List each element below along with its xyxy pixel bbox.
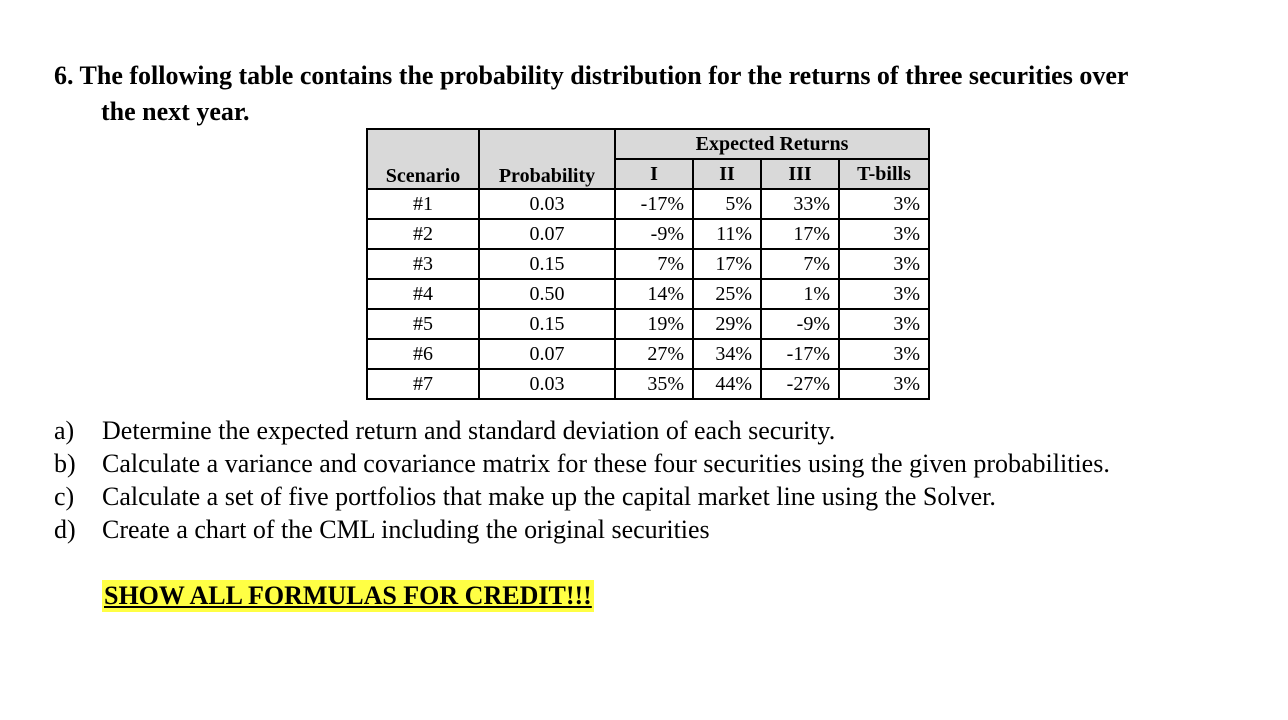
cell-probability: 0.15: [479, 249, 615, 279]
cell-return-ii: 17%: [693, 249, 761, 279]
cell-return-i: 14%: [615, 279, 693, 309]
task-label: d): [54, 515, 76, 544]
task-text: Calculate a variance and covariance matrix for these four securities using the given probabilities.: [102, 449, 1110, 478]
table-row: [367, 189, 929, 219]
list-item: [54, 513, 1110, 546]
cell-return-t-bills: 3%: [839, 339, 929, 369]
cell-scenario: #2: [367, 219, 479, 249]
list-item: [54, 480, 1110, 513]
task-label: c): [54, 482, 75, 511]
cell-return-i: -9%: [615, 219, 693, 249]
cell-return-iii: 33%: [761, 189, 839, 219]
task-label: a): [54, 416, 75, 445]
table-row: [367, 339, 929, 369]
question-heading-line-2: the next year.: [101, 97, 250, 126]
cell-return-ii: 5%: [693, 189, 761, 219]
cell-return-iii: 1%: [761, 279, 839, 309]
cell-return-iii: -17%: [761, 339, 839, 369]
task-list: [54, 414, 1110, 546]
cell-scenario: #6: [367, 339, 479, 369]
question-heading: [54, 58, 1254, 130]
question-heading-line-1: 6. The following table contains the probability distribution for the returns of three securities over: [54, 61, 1129, 90]
cell-return-t-bills: 3%: [839, 189, 929, 219]
task-label: b): [54, 449, 76, 478]
cell-return-ii: 29%: [693, 309, 761, 339]
cell-return-iii: -27%: [761, 369, 839, 399]
cell-return-iii: -9%: [761, 309, 839, 339]
task-text: Determine the expected return and standard deviation of each security.: [102, 416, 836, 445]
table-row: [367, 249, 929, 279]
cell-return-i: 19%: [615, 309, 693, 339]
cell-probability: 0.03: [479, 369, 615, 399]
cell-scenario: #3: [367, 249, 479, 279]
cell-return-t-bills: 3%: [839, 309, 929, 339]
table-row: [367, 219, 929, 249]
table-row: [367, 279, 929, 309]
table-row: [367, 309, 929, 339]
list-item: [54, 447, 1110, 480]
cell-return-iii: 7%: [761, 249, 839, 279]
header-scenario: Scenario: [367, 129, 479, 189]
cell-return-ii: 34%: [693, 339, 761, 369]
cell-probability: 0.03: [479, 189, 615, 219]
cell-return-t-bills: 3%: [839, 279, 929, 309]
cell-probability: 0.15: [479, 309, 615, 339]
cell-return-iii: 17%: [761, 219, 839, 249]
cell-probability: 0.07: [479, 339, 615, 369]
cell-return-i: 27%: [615, 339, 693, 369]
cell-scenario: #4: [367, 279, 479, 309]
header-security-ii: II: [693, 159, 761, 189]
header-security-iii: III: [761, 159, 839, 189]
task-text: Create a chart of the CML including the original securities: [102, 515, 710, 544]
header-expected-returns: Expected Returns: [615, 129, 929, 159]
task-text: Calculate a set of five portfolios that make up the capital market line using the Solver.: [102, 482, 996, 511]
cell-return-i: -17%: [615, 189, 693, 219]
cell-scenario: #7: [367, 369, 479, 399]
cell-probability: 0.50: [479, 279, 615, 309]
cell-return-ii: 11%: [693, 219, 761, 249]
cell-return-ii: 25%: [693, 279, 761, 309]
header-probability: Probability: [479, 129, 615, 189]
cell-scenario: #5: [367, 309, 479, 339]
list-item: [54, 414, 1110, 447]
cell-return-t-bills: 3%: [839, 219, 929, 249]
cell-return-i: 35%: [615, 369, 693, 399]
header-security-i: I: [615, 159, 693, 189]
cell-return-i: 7%: [615, 249, 693, 279]
header-t-bills: T-bills: [839, 159, 929, 189]
cell-return-t-bills: 3%: [839, 369, 929, 399]
highlighted-instruction: SHOW ALL FORMULAS FOR CREDIT!!!: [104, 581, 592, 610]
table-row: [367, 369, 929, 399]
cell-return-t-bills: 3%: [839, 249, 929, 279]
cell-scenario: #1: [367, 189, 479, 219]
cell-return-ii: 44%: [693, 369, 761, 399]
probability-distribution-table: [366, 128, 930, 400]
cell-probability: 0.07: [479, 219, 615, 249]
